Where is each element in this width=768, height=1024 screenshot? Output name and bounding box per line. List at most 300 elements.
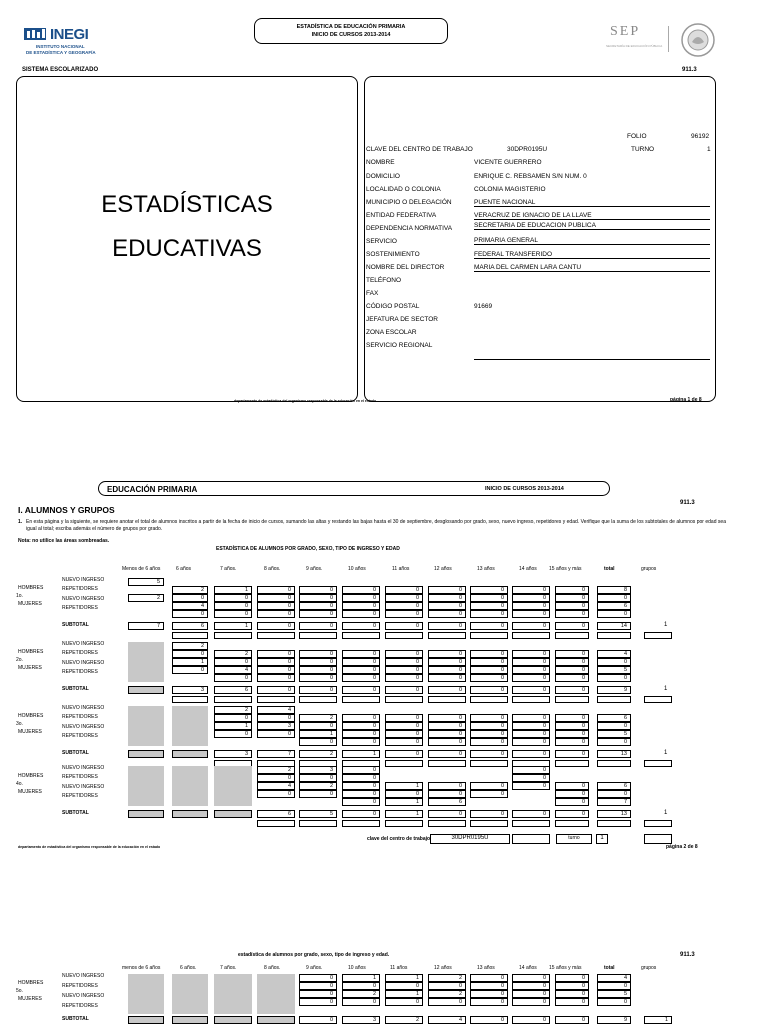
grupos-cell[interactable]: [644, 632, 672, 639]
data-cell[interactable]: 5: [597, 990, 631, 998]
data-cell[interactable]: 0: [299, 602, 337, 610]
subtotal-cell[interactable]: 0: [470, 622, 508, 630]
page-num-2: página 2 de 8: [666, 844, 698, 850]
data-cell[interactable]: 4: [172, 602, 208, 610]
data-cell[interactable]: 0: [428, 714, 466, 722]
grupos-cell[interactable]: [644, 760, 672, 767]
data-cell[interactable]: 0: [555, 990, 589, 998]
data-cell[interactable]: 0: [385, 666, 423, 674]
data-cell[interactable]: 0: [299, 650, 337, 658]
data-cell[interactable]: 0: [342, 674, 380, 682]
data-cell[interactable]: 0: [512, 730, 550, 738]
data-cell[interactable]: 0: [299, 594, 337, 602]
data-cell[interactable]: 0: [512, 650, 550, 658]
data-cell[interactable]: 0: [470, 666, 508, 674]
data-cell[interactable]: 6: [428, 798, 466, 806]
data-cell[interactable]: 0: [512, 974, 550, 982]
data-cell[interactable]: 0: [470, 722, 508, 730]
data-cell[interactable]: 0: [385, 982, 423, 990]
subtotal-cell[interactable]: 0: [555, 750, 589, 758]
subtotal-cell[interactable]: 4: [428, 1016, 466, 1024]
blank-cell[interactable]: [428, 760, 466, 767]
data-cell[interactable]: 0: [342, 650, 380, 658]
blank-cell[interactable]: [257, 820, 295, 827]
data-cell[interactable]: 0: [512, 586, 550, 594]
data-cell[interactable]: 0: [385, 674, 423, 682]
data-cell[interactable]: 2: [428, 974, 466, 982]
data-cell[interactable]: 0: [555, 714, 589, 722]
data-cell[interactable]: 0: [172, 650, 208, 658]
data-cell[interactable]: 0: [257, 774, 295, 782]
data-cell[interactable]: 1: [214, 586, 252, 594]
data-cell[interactable]: 0: [257, 730, 295, 738]
blank-cell[interactable]: [470, 632, 508, 639]
data-cell[interactable]: 5: [597, 730, 631, 738]
data-cell[interactable]: 0: [470, 998, 508, 1006]
data-cell[interactable]: 2: [428, 990, 466, 998]
data-cell[interactable]: 0: [342, 798, 380, 806]
blank-cell[interactable]: [555, 632, 589, 639]
data-cell[interactable]: 0: [512, 738, 550, 746]
data-cell[interactable]: 0: [470, 990, 508, 998]
subtotal-cell[interactable]: 9: [597, 686, 631, 694]
blank-cell[interactable]: [512, 820, 550, 827]
data-cell[interactable]: 0: [555, 610, 589, 618]
blank-cell[interactable]: [299, 820, 337, 827]
blank-cell[interactable]: [597, 760, 631, 767]
blank-cell[interactable]: [470, 696, 508, 703]
subtotal-cell[interactable]: 0: [428, 686, 466, 694]
data-cell[interactable]: 0: [257, 650, 295, 658]
data-cell[interactable]: 0: [214, 730, 252, 738]
subtotal-cell[interactable]: 5: [299, 810, 337, 818]
data-cell[interactable]: 0: [512, 674, 550, 682]
data-cell[interactable]: 1: [214, 722, 252, 730]
data-cell[interactable]: 0: [555, 730, 589, 738]
data-cell[interactable]: 5: [128, 578, 164, 586]
data-cell[interactable]: 0: [470, 594, 508, 602]
data-cell[interactable]: 0: [342, 790, 380, 798]
subtotal-cell[interactable]: 6: [257, 810, 295, 818]
data-cell[interactable]: 0: [512, 998, 550, 1006]
subtotal-cell[interactable]: 0: [385, 686, 423, 694]
subtotal-cell[interactable]: 9: [597, 1016, 631, 1024]
subtotal-cell[interactable]: 0: [512, 686, 550, 694]
subtotal-cell[interactable]: 1: [214, 622, 252, 630]
data-cell[interactable]: 0: [385, 730, 423, 738]
field-label: SERVICIO REGIONAL: [366, 342, 433, 349]
data-cell[interactable]: 0: [299, 722, 337, 730]
data-cell[interactable]: 0: [470, 674, 508, 682]
blank-cell[interactable]: [597, 696, 631, 703]
subtotal-cell[interactable]: 0: [555, 1016, 589, 1024]
data-cell[interactable]: 0: [597, 982, 631, 990]
data-cell[interactable]: 0: [555, 674, 589, 682]
blank-cell[interactable]: [428, 696, 466, 703]
data-cell[interactable]: 4: [597, 974, 631, 982]
data-cell[interactable]: 2: [172, 642, 208, 650]
hombres-label: HOMBRES: [18, 585, 44, 591]
data-cell[interactable]: 0: [470, 658, 508, 666]
data-cell[interactable]: 2: [257, 766, 295, 774]
data-cell[interactable]: 0: [512, 714, 550, 722]
data-cell[interactable]: 0: [470, 714, 508, 722]
data-cell[interactable]: 6: [597, 714, 631, 722]
blank-cell[interactable]: [597, 820, 631, 827]
subtotal-cell[interactable]: 0: [342, 686, 380, 694]
col-header: 8 años.: [264, 965, 281, 971]
col-header: 15 años y más: [549, 965, 582, 971]
data-cell[interactable]: 0: [299, 790, 337, 798]
data-cell[interactable]: 0: [299, 586, 337, 594]
data-cell[interactable]: 2: [299, 714, 337, 722]
data-cell[interactable]: 0: [470, 974, 508, 982]
left-panel: [16, 76, 358, 402]
data-cell[interactable]: 0: [299, 658, 337, 666]
blank-cell[interactable]: [428, 820, 466, 827]
data-cell[interactable]: 0: [597, 658, 631, 666]
subtotal-cell[interactable]: 0: [470, 686, 508, 694]
data-cell[interactable]: 0: [428, 602, 466, 610]
data-cell[interactable]: 0: [299, 666, 337, 674]
data-cell[interactable]: 0: [428, 666, 466, 674]
blank-cell[interactable]: [214, 696, 252, 703]
blank-cell[interactable]: [512, 696, 550, 703]
data-cell[interactable]: 0: [555, 650, 589, 658]
subtotal-cell[interactable]: 6: [214, 686, 252, 694]
blank-cell[interactable]: [299, 632, 337, 639]
subtotal-cell[interactable]: 2: [385, 1016, 423, 1024]
nuevo-label: NUEVO INGRESO: [62, 784, 105, 790]
data-cell[interactable]: 0: [555, 666, 589, 674]
data-cell[interactable]: 0: [597, 610, 631, 618]
data-cell[interactable]: 0: [214, 658, 252, 666]
blank-cell[interactable]: [342, 820, 380, 827]
data-cell[interactable]: 0: [470, 602, 508, 610]
data-cell[interactable]: 0: [385, 650, 423, 658]
blank-cell[interactable]: [428, 632, 466, 639]
data-cell[interactable]: 0: [299, 610, 337, 618]
header-left: EDUCACIÓN PRIMARIA: [107, 485, 198, 494]
data-cell[interactable]: 0: [299, 998, 337, 1006]
data-cell[interactable]: 0: [385, 714, 423, 722]
data-cell[interactable]: 0: [342, 766, 380, 774]
data-cell[interactable]: 0: [512, 782, 550, 790]
data-cell[interactable]: 0: [597, 722, 631, 730]
subtotal-cell[interactable]: 0: [470, 750, 508, 758]
turno-value-field[interactable]: [596, 834, 608, 844]
data-cell[interactable]: 0: [555, 790, 589, 798]
data-cell[interactable]: 0: [512, 766, 550, 774]
data-cell[interactable]: 0: [385, 738, 423, 746]
data-cell[interactable]: 4: [597, 650, 631, 658]
data-cell[interactable]: 0: [342, 658, 380, 666]
data-cell[interactable]: 4: [214, 666, 252, 674]
subtotal-cell[interactable]: 0: [555, 686, 589, 694]
data-cell[interactable]: 3: [257, 722, 295, 730]
blank-field-2[interactable]: [644, 834, 672, 844]
grupos-cell[interactable]: [644, 820, 672, 827]
blank-cell[interactable]: [597, 632, 631, 639]
data-cell[interactable]: 0: [257, 674, 295, 682]
subtotal-cell[interactable]: 0: [257, 686, 295, 694]
data-cell[interactable]: 0: [257, 610, 295, 618]
blank-cell[interactable]: [555, 760, 589, 767]
data-cell[interactable]: 1: [385, 798, 423, 806]
data-cell[interactable]: 0: [342, 738, 380, 746]
data-cell[interactable]: 1: [385, 990, 423, 998]
blank-cell[interactable]: [172, 632, 208, 639]
data-cell[interactable]: 0: [470, 610, 508, 618]
subtotal-cell[interactable]: 0: [555, 622, 589, 630]
shaded-area: [128, 642, 164, 682]
subtotal-cell[interactable]: 0: [299, 1016, 337, 1024]
blank-cell[interactable]: [172, 696, 208, 703]
blank-cell[interactable]: [512, 632, 550, 639]
data-cell[interactable]: 0: [555, 982, 589, 990]
blank-cell[interactable]: [385, 820, 423, 827]
data-cell[interactable]: 0: [342, 586, 380, 594]
data-cell[interactable]: 0: [428, 998, 466, 1006]
blank-field[interactable]: [512, 834, 550, 844]
data-cell[interactable]: 0: [428, 790, 466, 798]
blank-cell[interactable]: [214, 632, 252, 639]
data-cell[interactable]: 0: [428, 586, 466, 594]
subtotal-cell[interactable]: 0: [512, 810, 550, 818]
blank-cell[interactable]: [385, 696, 423, 703]
data-cell[interactable]: 0: [428, 782, 466, 790]
data-cell[interactable]: 0: [257, 658, 295, 666]
subtotal-cell[interactable]: 3: [342, 1016, 380, 1024]
data-cell[interactable]: 0: [555, 586, 589, 594]
subtotal-cell[interactable]: 6: [172, 622, 208, 630]
data-cell[interactable]: 0: [257, 714, 295, 722]
clave-field[interactable]: [430, 834, 510, 844]
data-cell[interactable]: 0: [428, 674, 466, 682]
subtotal-cell[interactable]: 7: [128, 622, 164, 630]
data-cell[interactable]: 0: [555, 722, 589, 730]
data-cell[interactable]: 0: [342, 982, 380, 990]
data-cell[interactable]: 0: [342, 666, 380, 674]
subtotal-cell[interactable]: 0: [512, 1016, 550, 1024]
data-cell[interactable]: 0: [512, 602, 550, 610]
data-cell[interactable]: 1: [299, 730, 337, 738]
data-cell[interactable]: 0: [428, 610, 466, 618]
subtotal-cell[interactable]: 3: [172, 686, 208, 694]
data-cell[interactable]: 0: [299, 982, 337, 990]
subtotal-cell[interactable]: 0: [512, 750, 550, 758]
data-cell[interactable]: 0: [555, 594, 589, 602]
data-cell[interactable]: 0: [597, 738, 631, 746]
blank-cell[interactable]: [555, 820, 589, 827]
data-cell[interactable]: 5: [597, 666, 631, 674]
grupos-cell[interactable]: 1: [644, 1016, 672, 1024]
data-cell[interactable]: 6: [597, 782, 631, 790]
subtotal-cell[interactable]: 0: [342, 810, 380, 818]
data-cell[interactable]: 0: [214, 602, 252, 610]
data-cell[interactable]: 0: [597, 594, 631, 602]
subtotal-cell[interactable]: 13: [597, 810, 631, 818]
data-cell[interactable]: 0: [385, 594, 423, 602]
data-cell[interactable]: 0: [385, 610, 423, 618]
data-cell[interactable]: 0: [555, 738, 589, 746]
subtotal-cell[interactable]: 0: [428, 622, 466, 630]
data-cell[interactable]: 0: [385, 602, 423, 610]
subtotal-cell[interactable]: 0: [385, 750, 423, 758]
inegi-emblem-icon: [24, 26, 48, 42]
blank-cell[interactable]: [555, 696, 589, 703]
data-cell[interactable]: 0: [470, 738, 508, 746]
data-cell[interactable]: 0: [555, 798, 589, 806]
col-header: 10 años: [348, 566, 366, 572]
data-cell[interactable]: 0: [257, 602, 295, 610]
subtotal-cell[interactable]: 3: [214, 750, 252, 758]
data-cell[interactable]: 1: [385, 974, 423, 982]
data-cell[interactable]: 0: [555, 998, 589, 1006]
data-cell[interactable]: 0: [555, 602, 589, 610]
subtotal-cell[interactable]: 1: [342, 750, 380, 758]
data-cell[interactable]: 1: [172, 658, 208, 666]
data-cell[interactable]: 0: [172, 666, 208, 674]
data-cell[interactable]: 0: [257, 666, 295, 674]
data-cell[interactable]: 2: [172, 586, 208, 594]
data-cell[interactable]: 8: [597, 586, 631, 594]
subtotal-cell[interactable]: 0: [428, 750, 466, 758]
data-cell[interactable]: 0: [342, 714, 380, 722]
subtotal-cell[interactable]: 0: [512, 622, 550, 630]
data-cell[interactable]: 0: [428, 650, 466, 658]
data-cell[interactable]: 0: [299, 674, 337, 682]
data-cell[interactable]: 0: [299, 774, 337, 782]
subtotal-cell[interactable]: 13: [597, 750, 631, 758]
data-cell[interactable]: 0: [385, 586, 423, 594]
data-cell[interactable]: 0: [385, 658, 423, 666]
data-cell[interactable]: 0: [428, 982, 466, 990]
data-cell[interactable]: 0: [385, 790, 423, 798]
data-cell[interactable]: 0: [214, 594, 252, 602]
data-cell[interactable]: 2: [342, 990, 380, 998]
data-cell[interactable]: 0: [470, 586, 508, 594]
subtotal-cell[interactable]: 0: [470, 810, 508, 818]
subtotal-cell[interactable]: 0: [428, 810, 466, 818]
data-cell[interactable]: 0: [342, 602, 380, 610]
data-cell[interactable]: 0: [342, 594, 380, 602]
data-cell[interactable]: 0: [470, 782, 508, 790]
data-cell[interactable]: 7: [597, 798, 631, 806]
data-cell[interactable]: 0: [214, 714, 252, 722]
data-cell[interactable]: 2: [299, 782, 337, 790]
blank-cell[interactable]: [470, 760, 508, 767]
blank-cell[interactable]: [385, 760, 423, 767]
data-cell[interactable]: 0: [342, 610, 380, 618]
blank-cell[interactable]: [385, 632, 423, 639]
data-cell[interactable]: 0: [512, 990, 550, 998]
data-cell[interactable]: 0: [385, 722, 423, 730]
subtotal-cell[interactable]: 0: [555, 810, 589, 818]
subtotal-cell[interactable]: 0: [342, 622, 380, 630]
subtotal-cell[interactable]: 14: [597, 622, 631, 630]
blank-cell[interactable]: [299, 696, 337, 703]
data-cell[interactable]: 0: [470, 790, 508, 798]
data-cell[interactable]: 1: [342, 974, 380, 982]
blank-cell[interactable]: [470, 820, 508, 827]
data-cell[interactable]: 0: [555, 658, 589, 666]
data-cell[interactable]: 0: [172, 594, 208, 602]
subtotal-cell[interactable]: 7: [257, 750, 295, 758]
data-cell[interactable]: 0: [257, 594, 295, 602]
data-cell[interactable]: 0: [214, 610, 252, 618]
data-cell[interactable]: 0: [342, 722, 380, 730]
data-cell[interactable]: 0: [428, 722, 466, 730]
data-cell[interactable]: 0: [470, 730, 508, 738]
subtotal-cell[interactable]: 0: [257, 622, 295, 630]
subtotal-cell[interactable]: 1: [385, 810, 423, 818]
data-cell[interactable]: 0: [512, 658, 550, 666]
data-cell[interactable]: 0: [299, 738, 337, 746]
data-cell[interactable]: 0: [470, 982, 508, 990]
data-cell[interactable]: 4: [257, 706, 295, 714]
data-cell[interactable]: 0: [512, 774, 550, 782]
data-cell[interactable]: 6: [597, 602, 631, 610]
data-cell[interactable]: 0: [470, 650, 508, 658]
data-cell[interactable]: 0: [385, 998, 423, 1006]
data-cell[interactable]: 0: [342, 998, 380, 1006]
data-cell[interactable]: 2: [128, 594, 164, 602]
data-cell[interactable]: 2: [214, 706, 252, 714]
subtotal-cell[interactable]: 0: [385, 622, 423, 630]
blank-cell[interactable]: [257, 696, 295, 703]
data-cell[interactable]: 0: [342, 782, 380, 790]
data-cell[interactable]: 0: [512, 594, 550, 602]
data-cell[interactable]: 0: [172, 610, 208, 618]
turno-field[interactable]: [556, 834, 592, 844]
data-cell[interactable]: 0: [428, 658, 466, 666]
data-cell[interactable]: 0: [342, 774, 380, 782]
data-cell[interactable]: 0: [428, 730, 466, 738]
data-cell[interactable]: 4: [257, 782, 295, 790]
subtotal-cell[interactable]: 0: [299, 686, 337, 694]
blank-cell[interactable]: [342, 696, 380, 703]
sistema-label: SISTEMA ESCOLARIZADO: [22, 67, 99, 73]
data-cell[interactable]: 0: [299, 990, 337, 998]
data-cell[interactable]: 2: [214, 650, 252, 658]
grupos-cell[interactable]: [644, 696, 672, 703]
data-cell[interactable]: 0: [214, 674, 252, 682]
data-cell[interactable]: 0: [512, 982, 550, 990]
data-cell[interactable]: 0: [257, 790, 295, 798]
data-cell[interactable]: 0: [597, 998, 631, 1006]
blank-cell[interactable]: [342, 632, 380, 639]
data-cell[interactable]: 0: [257, 586, 295, 594]
subtotal-cell[interactable]: 0: [470, 1016, 508, 1024]
data-cell[interactable]: 0: [512, 722, 550, 730]
subtotal-cell[interactable]: 2: [299, 750, 337, 758]
data-cell[interactable]: 0: [342, 730, 380, 738]
data-cell[interactable]: 0: [555, 782, 589, 790]
data-cell[interactable]: 0: [299, 974, 337, 982]
data-cell[interactable]: 0: [555, 974, 589, 982]
data-cell[interactable]: 0: [597, 674, 631, 682]
data-cell[interactable]: 0: [428, 738, 466, 746]
data-cell[interactable]: 0: [428, 594, 466, 602]
data-cell[interactable]: 0: [597, 790, 631, 798]
data-cell[interactable]: 0: [512, 666, 550, 674]
data-cell[interactable]: 3: [299, 766, 337, 774]
data-cell[interactable]: 1: [385, 782, 423, 790]
blank-cell[interactable]: [257, 632, 295, 639]
data-cell[interactable]: 0: [512, 610, 550, 618]
subtotal-cell[interactable]: 0: [299, 622, 337, 630]
